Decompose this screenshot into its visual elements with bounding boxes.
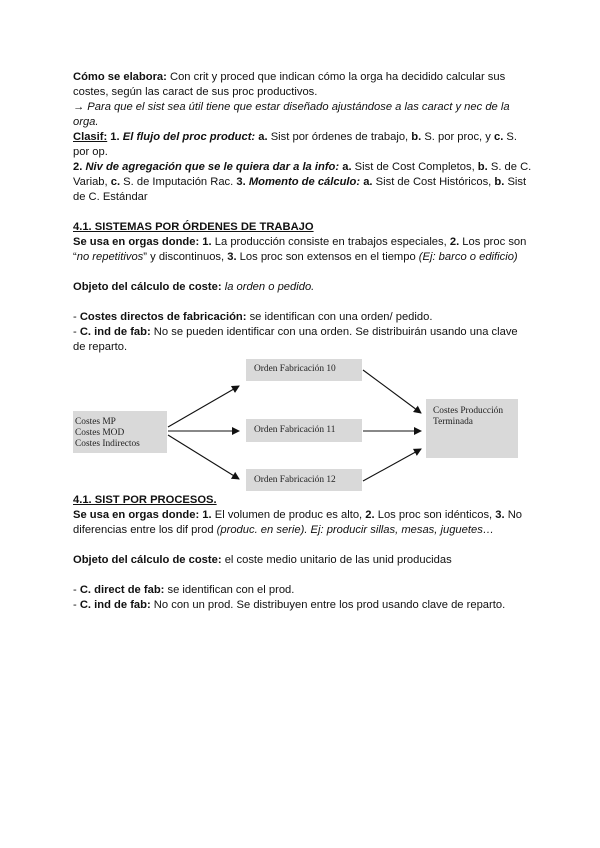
procesos-ci-paragraph — [73, 598, 533, 613]
ordenes-objeto-text: la orden o pedido. — [221, 281, 315, 293]
c1-c: c. — [490, 131, 504, 143]
ordenes-t3: Los proc son extensos en el tiempo — [236, 251, 419, 263]
arrow-from-order-10 — [363, 370, 421, 413]
ordenes-t1: La producción consiste en trabajos especiales, — [211, 236, 447, 248]
procesos-uso-paragraph — [73, 508, 533, 538]
ordenes-objeto-label: Objeto del cálculo de coste: — [73, 281, 222, 293]
c1-num: 1. — [107, 131, 120, 143]
ordenes-ci-dash: - — [73, 326, 80, 338]
c2-b-text: S. de C. Variab, — [73, 161, 532, 188]
procesos-t1: El volumen de produc es alto, — [211, 509, 363, 521]
arrow-to-order-10 — [168, 386, 239, 427]
arrow-note-text: → Para que el sist sea útil tiene que estar diseñado ajustándose a las caract y nec de la orga. — [73, 101, 510, 128]
c3-b-text: Sist de C. Estándar — [73, 176, 527, 203]
c1-a-text: Sist por órdenes de trabajo, — [267, 131, 409, 143]
ordenes-uso-paragraph — [73, 235, 533, 265]
c3-a-text: Sist de Cost Históricos, — [372, 176, 492, 188]
cost-sources-box — [73, 411, 167, 453]
ordenes-cd-dash: - — [73, 311, 80, 323]
procesos-ci-text: No con un prod. Se distribuyen entre los prod usando clave de reparto. — [150, 599, 506, 611]
finished-production-box — [426, 399, 518, 458]
ordenes-n3: 3. — [224, 251, 237, 263]
cost-source-line: Costes MP — [75, 417, 116, 427]
order-12-box — [246, 469, 362, 491]
c2-a: a. — [339, 161, 352, 173]
ordenes-t2b: no repetitivos — [76, 251, 144, 263]
ordenes-t2c: ” y discontinuos, — [143, 251, 225, 263]
ordenes-ci-paragraph — [73, 325, 533, 355]
como-paragraph — [73, 70, 533, 100]
ordenes-t2a: Los proc son “ — [73, 236, 527, 263]
procesos-t3b: (produc. en serie). Ej: producir sillas, mesas, juguetes… — [216, 524, 494, 536]
ordenes-objeto-paragraph — [73, 280, 533, 295]
procesos-objeto-text: el coste medio unitario de las unid producidas — [221, 554, 452, 566]
document-page — [73, 70, 533, 613]
ordenes-uso-label: Se usa en orgas donde: — [73, 236, 200, 248]
order-11-label: Orden Fabricación 11 — [254, 425, 336, 435]
c1-title: El flujo del proc product: — [119, 131, 256, 143]
clasif-paragraph — [73, 130, 533, 160]
ordenes-ci-label: C. ind de fab: — [79, 326, 151, 338]
spacer — [73, 538, 533, 553]
procesos-heading: 4.1. SIST POR PROCESOS. — [73, 494, 217, 506]
finished-production-line: Costes Producción — [433, 406, 504, 416]
spacer — [73, 265, 533, 280]
spacer — [73, 568, 533, 583]
c1-b: b. — [408, 131, 422, 143]
ordenes-cd-text: se identifican con una orden/ pedido. — [246, 311, 433, 323]
procesos-cd-paragraph — [73, 583, 533, 598]
order-10-box — [246, 359, 362, 381]
spacer — [73, 205, 533, 220]
c3-num: 3. — [233, 176, 246, 188]
c1-b-text: S. por proc, y — [421, 131, 491, 143]
cost-source-line: Costes Indirectos — [75, 439, 140, 449]
ordenes-n2: 2. — [446, 236, 460, 248]
clasif-label: Clasif: — [73, 131, 108, 143]
c2-c: c. — [107, 176, 121, 188]
procesos-n1: 1. — [199, 509, 212, 521]
procesos-t2: Los proc son idénticos, — [374, 509, 493, 521]
c2-num: 2. — [73, 161, 83, 173]
procesos-objeto-paragraph — [73, 553, 533, 568]
arrow-to-order-12 — [168, 435, 239, 479]
clasif-2-paragraph — [73, 160, 533, 205]
cost-source-line: Costes MOD — [75, 428, 125, 438]
c2-c-text: S. de Imputación Rac. — [120, 176, 234, 188]
c2-a-text: Sist de Cost Completos, — [351, 161, 475, 173]
procesos-cd-dash: - — [73, 584, 80, 596]
finished-production-line: Terminada — [433, 417, 473, 427]
c2-title: Niv de agregación que se le quiera dar a la info: — [82, 161, 340, 173]
procesos-ci-dash: - — [73, 599, 80, 611]
c1-a: a. — [255, 131, 268, 143]
spacer — [73, 295, 533, 310]
order-12-label: Orden Fabricación 12 — [254, 475, 336, 485]
procesos-ci-label: C. ind de fab: — [79, 599, 151, 611]
arrow-note — [73, 100, 533, 130]
ordenes-cd-label: Costes directos de fabricación: — [79, 311, 247, 323]
procesos-cd-label: C. direct de fab: — [79, 584, 165, 596]
ordenes-t3-example: (Ej: barco o edificio) — [418, 251, 518, 263]
procesos-n2: 2. — [362, 509, 375, 521]
procesos-cd-text: se identifican con el prod. — [164, 584, 295, 596]
ordenes-n1: 1. — [199, 236, 212, 248]
ordenes-ci-text: No se pueden identificar con una orden. Se distribuirán usando una clave de reparto. — [73, 326, 518, 353]
como-text: Con crit y proced que indican cómo la orga ha decidido calcular sus costes, según las caract de sus proc productivos. — [73, 71, 506, 98]
procesos-uso-label: Se usa en orgas donde: — [73, 509, 200, 521]
procesos-t3a: No diferencias entre los dif prod — [73, 509, 523, 536]
como-label: Cómo se elabora: — [73, 71, 167, 83]
ordenes-heading: 4.1. SISTEMAS POR ÓRDENES DE TRABAJO — [73, 221, 314, 233]
c3-title: Momento de cálculo: — [245, 176, 361, 188]
arrow-from-order-12 — [363, 449, 421, 481]
cost-flow-diagram — [73, 355, 533, 491]
c3-a: a. — [360, 176, 373, 188]
order-11-box — [246, 419, 362, 442]
c1-c-text: S. por op. — [73, 131, 518, 158]
order-10-label: Orden Fabricación 10 — [254, 364, 336, 374]
ordenes-cd-paragraph — [73, 310, 533, 325]
procesos-n3: 3. — [492, 509, 505, 521]
c3-b: b. — [491, 176, 505, 188]
c2-b: b. — [474, 161, 488, 173]
procesos-objeto-label: Objeto del cálculo de coste: — [73, 554, 222, 566]
